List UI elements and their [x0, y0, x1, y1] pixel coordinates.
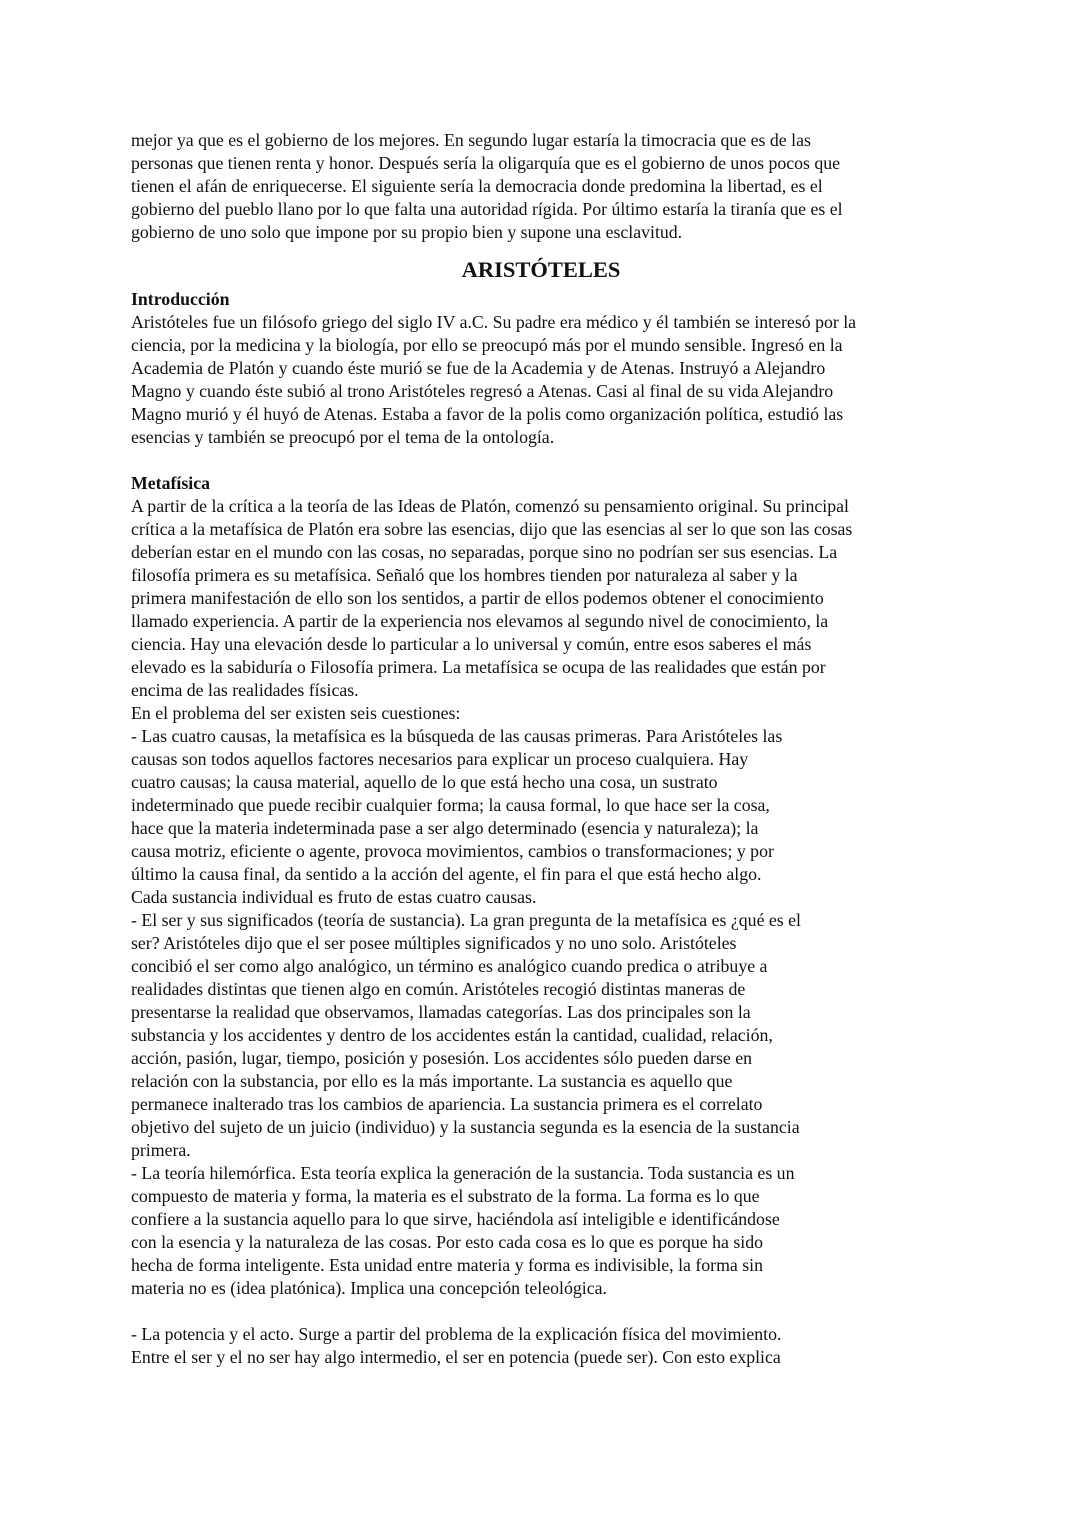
section-introduccion: [131, 288, 956, 449]
text-line: materia no es (idea platónica). Implica una concepción teleológica.: [131, 1278, 607, 1298]
text-line: permanece inalterado tras los cambios de apariencia. La sustancia primera es el correlato: [131, 1094, 763, 1114]
text-line: compuesto de materia y forma, la materia es el substrato de la forma. La forma es lo que: [131, 1186, 760, 1206]
paragraph-gap: [131, 1300, 956, 1323]
text-line: primera.: [131, 1140, 191, 1160]
text-line: concibió el ser como algo analógico, un término es analógico cuando predica o atribuye a: [131, 956, 768, 976]
text-line: llamado experiencia. A partir de la experiencia nos elevamos al segundo nivel de conocimiento, la: [131, 611, 829, 631]
text-line: Magno murió y él huyó de Atenas. Estaba a favor de la polis como organización política, estudió las: [131, 404, 844, 424]
text-line: ser? Aristóteles dijo que el ser posee múltiples significados y no uno solo. Aristóteles: [131, 933, 737, 953]
text-line: realidades distintas que tienen algo en común. Aristóteles recogió distintas maneras de: [131, 979, 746, 999]
text-line: esencias y también se preocupó por el tema de la ontología.: [131, 427, 555, 447]
text-line: último la causa final, da sentido a la acción del agente, el fin para el que está hecho algo.: [131, 864, 762, 884]
text-line: tienen el afán de enriquecerse. El siguiente sería la democracia donde predomina la libertad, es el: [131, 176, 823, 196]
text-line: - Las cuatro causas, la metafísica es la búsqueda de las causas primeras. Para Aristóteles las: [131, 726, 783, 746]
text-line: hecha de forma inteligente. Esta unidad entre materia y forma es indivisible, la forma sin: [131, 1255, 763, 1275]
text-line: indeterminado que puede recibir cualquier forma; la causa formal, lo que hace ser la cosa,: [131, 795, 770, 815]
section-heading: Metafísica: [131, 473, 210, 493]
text-line: filosofía primera es su metafísica. Señaló que los hombres tienden por naturaleza al saber y la: [131, 565, 798, 585]
text-line: ciencia, por la medicina y la biología, por ello se preocupó más por el mundo sensible. Ingresó en la: [131, 335, 843, 355]
text-line: gobierno del pueblo llano por lo que falta una autoridad rígida. Por último estaría la tiranía que es el: [131, 199, 843, 219]
text-line: hace que la materia indeterminada pase a ser algo determinado (esencia y naturaleza); la: [131, 818, 759, 838]
text-line: Academia de Platón y cuando éste murió se fue de la Academia y de Atenas. Instruyó a Alejandro: [131, 358, 826, 378]
document-page: [131, 129, 956, 1369]
text-line: cuatro causas; la causa material, aquello de lo que está hecho una cosa, un sustrato: [131, 772, 718, 792]
intro-paragraph: [131, 129, 956, 244]
text-line: confiere a la sustancia aquello para lo que sirve, haciéndola así inteligible e identificándose: [131, 1209, 780, 1229]
text-line: substancia y los accidentes y dentro de los accidentes están la cantidad, cualidad, relación,: [131, 1025, 773, 1045]
text-line: Magno y cuando éste subió al trono Aristóteles regresó a Atenas. Casi al final de su vida Alejandro: [131, 381, 834, 401]
text-line: relación con la substancia, por ello es la más importante. La sustancia es aquello que: [131, 1071, 733, 1091]
text-line: presentarse la realidad que observamos, llamadas categorías. Las dos principales son la: [131, 1002, 751, 1022]
page-title: ARISTÓTELES: [461, 257, 621, 282]
text-line: deberían estar en el mundo con las cosas, no separadas, porque sino no podrían ser sus esencias. La: [131, 542, 838, 562]
section-heading: Introducción: [131, 289, 230, 309]
text-line: con la esencia y la naturaleza de las cosas. Por esto cada cosa es lo que es porque ha sido: [131, 1232, 763, 1252]
text-line: gobierno de uno solo que impone por su propio bien y supone una esclavitud.: [131, 222, 683, 242]
text-line: crítica a la metafísica de Platón era sobre las esencias, dijo que las esencias al ser lo que son las cosas: [131, 519, 853, 539]
text-line: Cada sustancia individual es fruto de estas cuatro causas.: [131, 887, 537, 907]
text-line: acción, pasión, lugar, tiempo, posición y posesión. Los accidentes sólo pueden darse en: [131, 1048, 752, 1068]
text-line: objetivo del sujeto de un juicio (individuo) y la sustancia segunda es la esencia de la sustancia: [131, 1117, 800, 1137]
text-line: - La teoría hilemórfica. Esta teoría explica la generación de la sustancia. Toda sustancia es un: [131, 1163, 795, 1183]
text-line: ciencia. Hay una elevación desde lo particular a lo universal y común, entre esos saberes el más: [131, 634, 812, 654]
text-line: - La potencia y el acto. Surge a partir del problema de la explicación física del movimiento.: [131, 1324, 782, 1344]
text-line: elevado es la sabiduría o Filosofía primera. La metafísica se ocupa de las realidades que están por: [131, 657, 826, 677]
text-line: - El ser y sus significados (teoría de sustancia). La gran pregunta de la metafísica es ¿qué es el: [131, 910, 802, 930]
text-line: En el problema del ser existen seis cuestiones:: [131, 703, 461, 723]
text-line: encima de las realidades físicas.: [131, 680, 359, 700]
text-line: Entre el ser y el no ser hay algo intermedio, el ser en potencia (puede ser). Con esto explica: [131, 1347, 781, 1367]
text-line: mejor ya que es el gobierno de los mejores. En segundo lugar estaría la timocracia que es de las: [131, 130, 811, 150]
text-line: A partir de la crítica a la teoría de las Ideas de Platón, comenzó su pensamiento original. Su principal: [131, 496, 849, 516]
text-line: personas que tienen renta y honor. Después sería la oligarquía que es el gobierno de unos pocos que: [131, 153, 841, 173]
final-paragraph: [131, 1323, 956, 1369]
paragraph-gap: [131, 449, 956, 472]
text-line: primera manifestación de ello son los sentidos, a partir de ellos podemos obtener el conocimiento: [131, 588, 824, 608]
section-metafisica: [131, 472, 956, 1300]
text-line: causa motriz, eficiente o agente, provoca movimientos, cambios o transformaciones; y por: [131, 841, 774, 861]
text-line: causas son todos aquellos factores necesarios para explicar un proceso cualquiera. Hay: [131, 749, 749, 769]
text-line: Aristóteles fue un filósofo griego del siglo IV a.C. Su padre era médico y él también se interesó por la: [131, 312, 857, 332]
